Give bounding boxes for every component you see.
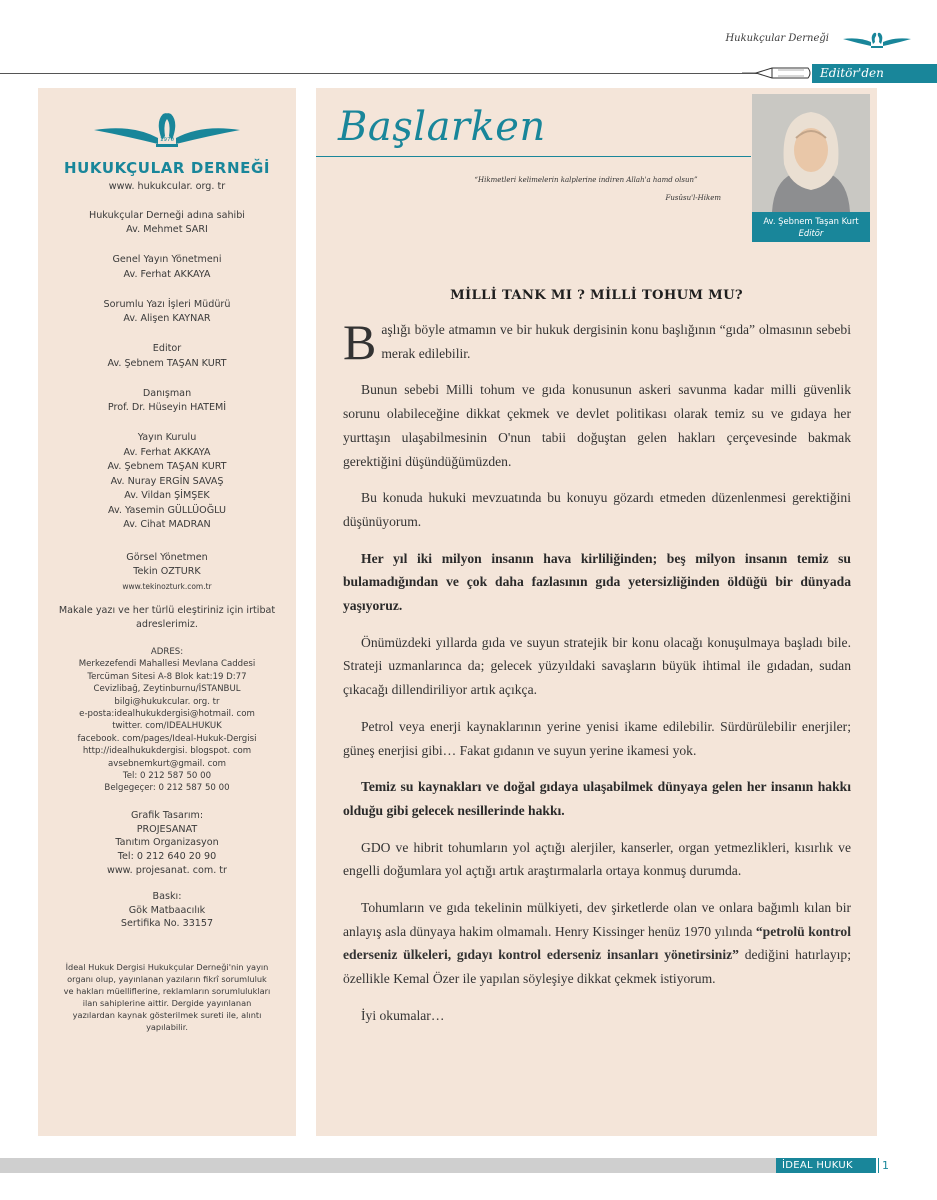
- editor-caption: [752, 212, 870, 242]
- epigraph-quote: “Hikmetleri kelimelerin kalplerine indiren Allah'a hamd olsun”: [474, 176, 698, 184]
- address-line: Belgegeçer: 0 212 587 50 00: [104, 783, 230, 794]
- article-body: [343, 314, 852, 1041]
- footer-journal-name: İDEAL HUKUK: [776, 1158, 876, 1173]
- credit-editor-in-chief: [38, 253, 296, 282]
- credit-advisor: [38, 387, 296, 416]
- design-line: PROJESANAT: [136, 823, 198, 835]
- footer-bar: [0, 1158, 776, 1173]
- article-headline: MİLLİ TANK MI ? MİLLİ TOHUM MU?: [450, 288, 743, 303]
- title-rule: [316, 156, 751, 157]
- paragraph: Önümüzdeki yıllarda gıda ve suyun stratejik bir konu olacağı konuşulmaya başladı bile. Strateji uzmanlarınca da; gelecek yüzyıldaki savaşların büyük ihtimal ile gıdadan, sudan çıkacağı dillendiriliyor artık açıkça.: [343, 634, 851, 698]
- paragraph: Bunun sebebi Milli tohum ve gıda konusunun askeri savunma kadar milli güvenlik sorunu olabileceğine dikkat çekmek ve devlet politikası olarak temiz su ve gıdaya her yurttaşın ulaşabilmesinin O'nun tabii doğuştan gelen hakları çerçevesinde bakmak gerektiğini düşündüğümüzden.: [343, 382, 851, 469]
- journal-disclaimer: İdeal Hukuk Dergisi Hukukçular Derneği'nin yayın organı olup, yayınlanan yazıların fikrî sorumluluk ve hakları müelliflerine, reklamların sorumlulukları ilan sahiplerine aittir. Dergide yayınlanan yazılardan kaynak gösterilmek sureti ile, alıntı yapılabilir.: [63, 962, 271, 1033]
- paragraph: Bu konuda hukuki mevzuatında bu konuyu gözardı etmeden düzenlenmesi gerektiğini düşünüyorum.: [343, 490, 851, 529]
- paragraph-text: aşlığı böyle atmamın ve bir hukuk dergisinin konu başlığının “gıda” olmasının sebebi merak edilebilir.: [381, 322, 851, 361]
- address-line: e-posta:idealhukukdergisi@hotmail. com: [79, 709, 255, 720]
- page-number: 1: [878, 1158, 898, 1173]
- paragraph-text: Tohumların ve gıda tekelinin mülkiyeti, dev şirketlerde olan ve onlara bağımlı kılan bir anlayış asla dünyaya hakim olmamalı. Henry Kissinger henüz 1970 yılında: [343, 900, 851, 939]
- address-line: twitter. com/IDEALHUKUK: [112, 721, 222, 732]
- editor-photo: [752, 94, 870, 212]
- design-line: Tanıtım Organizasyon: [115, 837, 219, 849]
- credit-name: Av. Şebnem TAŞAN KURT: [107, 461, 227, 472]
- paragraph-bold: Temiz su kaynakları ve doğal gıdaya ulaşabilmek dünyaya gelen her insanın hakkı olduğu gibi gelecek nesillerinde hakkı.: [343, 779, 851, 818]
- print-line: Sertifika No. 33157: [120, 918, 214, 930]
- address-line: avsebnemkurt@gmail. com: [107, 758, 227, 769]
- contact-note: Makale yazı ve her türlü eleştiriniz için irtibat adreslerimiz.: [58, 605, 276, 630]
- credit-name: Av. Ferhat AKKAYA: [123, 268, 211, 280]
- address-block: [38, 646, 296, 795]
- masthead-sidebar: [38, 88, 296, 1136]
- address-line: Merkezefendi Mahallesi Mevlana Caddesi: [78, 659, 256, 670]
- seahorse-logo-icon: [92, 108, 242, 152]
- portrait-image: [752, 94, 870, 212]
- credit-name: Av. Mehmet SARI: [126, 224, 208, 235]
- credit-managing-editor: [38, 298, 296, 327]
- credit-art-director: [38, 551, 296, 595]
- credit-owner: [38, 209, 296, 238]
- paragraph-text: dediğini hatırlayıp; özellikle Kemal Özer ile yapılan söyleşiye dikkat çekmek istiyorum.: [343, 947, 851, 987]
- address-line: Tercüman Sitesi A-8 Blok kat:19 D:77: [87, 671, 247, 682]
- design-line: www. projesanat. com. tr: [106, 865, 227, 877]
- credit-name: Av. Ferhat AKKAYA: [123, 446, 211, 458]
- credit-role: Sorumlu Yazı İşleri Müdürü: [103, 298, 231, 310]
- art-website: www.tekinozturk.com.tr: [122, 581, 212, 591]
- credit-name: Tekin OZTURK: [133, 566, 201, 577]
- paragraph: GDO ve hibrit tohumların yol açtığı alerjiler, kanserler, organ yetmezlikleri, kısırlık ve engelli doğumlara yol açtığı artık araştırmalarla ortaya konmuş durumda.: [343, 839, 851, 879]
- fountain-pen-icon: [742, 64, 812, 82]
- org-website: www. hukukcular. org. tr: [108, 181, 226, 192]
- address-line: bilgi@hukukcular. org. tr: [114, 696, 220, 707]
- credit-name: Av. Alişen KAYNAR: [123, 313, 211, 324]
- address-line: facebook. com/pages/Ideal-Hukuk-Dergisi: [77, 733, 257, 744]
- logo-year: 1970: [160, 137, 174, 143]
- editor-photo-card: [752, 94, 870, 242]
- print-block: [38, 890, 296, 931]
- credit-editor: [38, 342, 296, 371]
- address-line: Tel: 0 212 587 50 00: [122, 771, 212, 782]
- credit-role: Danışman: [142, 387, 192, 399]
- credit-name: Prof. Dr. Hüseyin HATEMİ: [107, 402, 227, 413]
- credit-name: Av. Nuray ERGİN SAVAŞ: [110, 475, 224, 487]
- credit-name: Av. Cihat MADRAN: [123, 519, 211, 530]
- paragraph: Petrol veya enerji kaynaklarının yerine yenisi ikame edilebilir. Sürdürülebilir enerjiler; güneş enerjisi gibi… Fakat gıdanın ve suyun yerine ikamesi yok.: [343, 718, 851, 758]
- org-name: HUKUKÇULAR DERNEĞİ: [63, 159, 271, 177]
- header-org-name: Hukukçular Derneği: [725, 33, 829, 44]
- address-line: ADRES:: [150, 647, 184, 657]
- credit-role: Görsel Yönetmen: [126, 551, 208, 563]
- credit-role: Editor: [152, 343, 182, 354]
- address-line: http://idealhukukdergisi. blogspot. com: [82, 746, 252, 757]
- credits: [38, 209, 296, 533]
- credit-name: Av. Şebnem TAŞAN KURT: [107, 357, 227, 369]
- header-rule: [0, 73, 760, 74]
- credit-role: Hukukçular Derneği adına sahibi: [89, 209, 245, 221]
- address-line: Cevizlibağ, Zeytinburnu/İSTANBUL: [93, 684, 241, 695]
- credit-name: Av. Vildan ŞİMŞEK: [124, 490, 210, 501]
- page-header: [0, 0, 937, 90]
- epigraph-source: Fusûsu'l-Hikem: [665, 194, 721, 202]
- kissinger-quote: “petrolü kontrol ederseniz ülkeleri, gıdayı kontrol ederseniz insanları yönetirsiniz”: [343, 923, 852, 963]
- design-line: Tel: 0 212 640 20 90: [117, 851, 217, 863]
- credit-role: Genel Yayın Yönetmeni: [112, 254, 222, 265]
- credit-board: [38, 431, 296, 533]
- print-line: Baskı:: [152, 890, 182, 902]
- section-tab: Editör'den: [812, 64, 937, 83]
- paragraph: [343, 896, 851, 991]
- closing-line: İyi okumalar…: [361, 1007, 445, 1023]
- editor-role: Editör: [798, 228, 824, 238]
- editorial-article: [316, 88, 877, 1136]
- drop-cap: B: [343, 314, 377, 370]
- print-line: Gök Matbaacılık: [128, 904, 206, 916]
- credit-role: Yayın Kurulu: [137, 432, 197, 443]
- credit-name: Av. Yasemin GÜLLÜOĞLU: [107, 504, 227, 516]
- page-title: Başlarken: [338, 104, 546, 150]
- seahorse-logo-icon: [841, 30, 913, 52]
- design-block: [38, 809, 296, 878]
- paragraph: [343, 314, 851, 370]
- design-line: Grafik Tasarım:: [130, 809, 204, 821]
- editor-name: Av. Şebnem Taşan Kurt: [763, 216, 859, 226]
- paragraph-bold: Her yıl iki milyon insanın hava kirliliğinden; beş milyon insanın temiz su bulamadığından ve çok daha fazlasının gıda yetersizliğinden öldüğü bir dünyada yaşıyoruz.: [343, 550, 851, 614]
